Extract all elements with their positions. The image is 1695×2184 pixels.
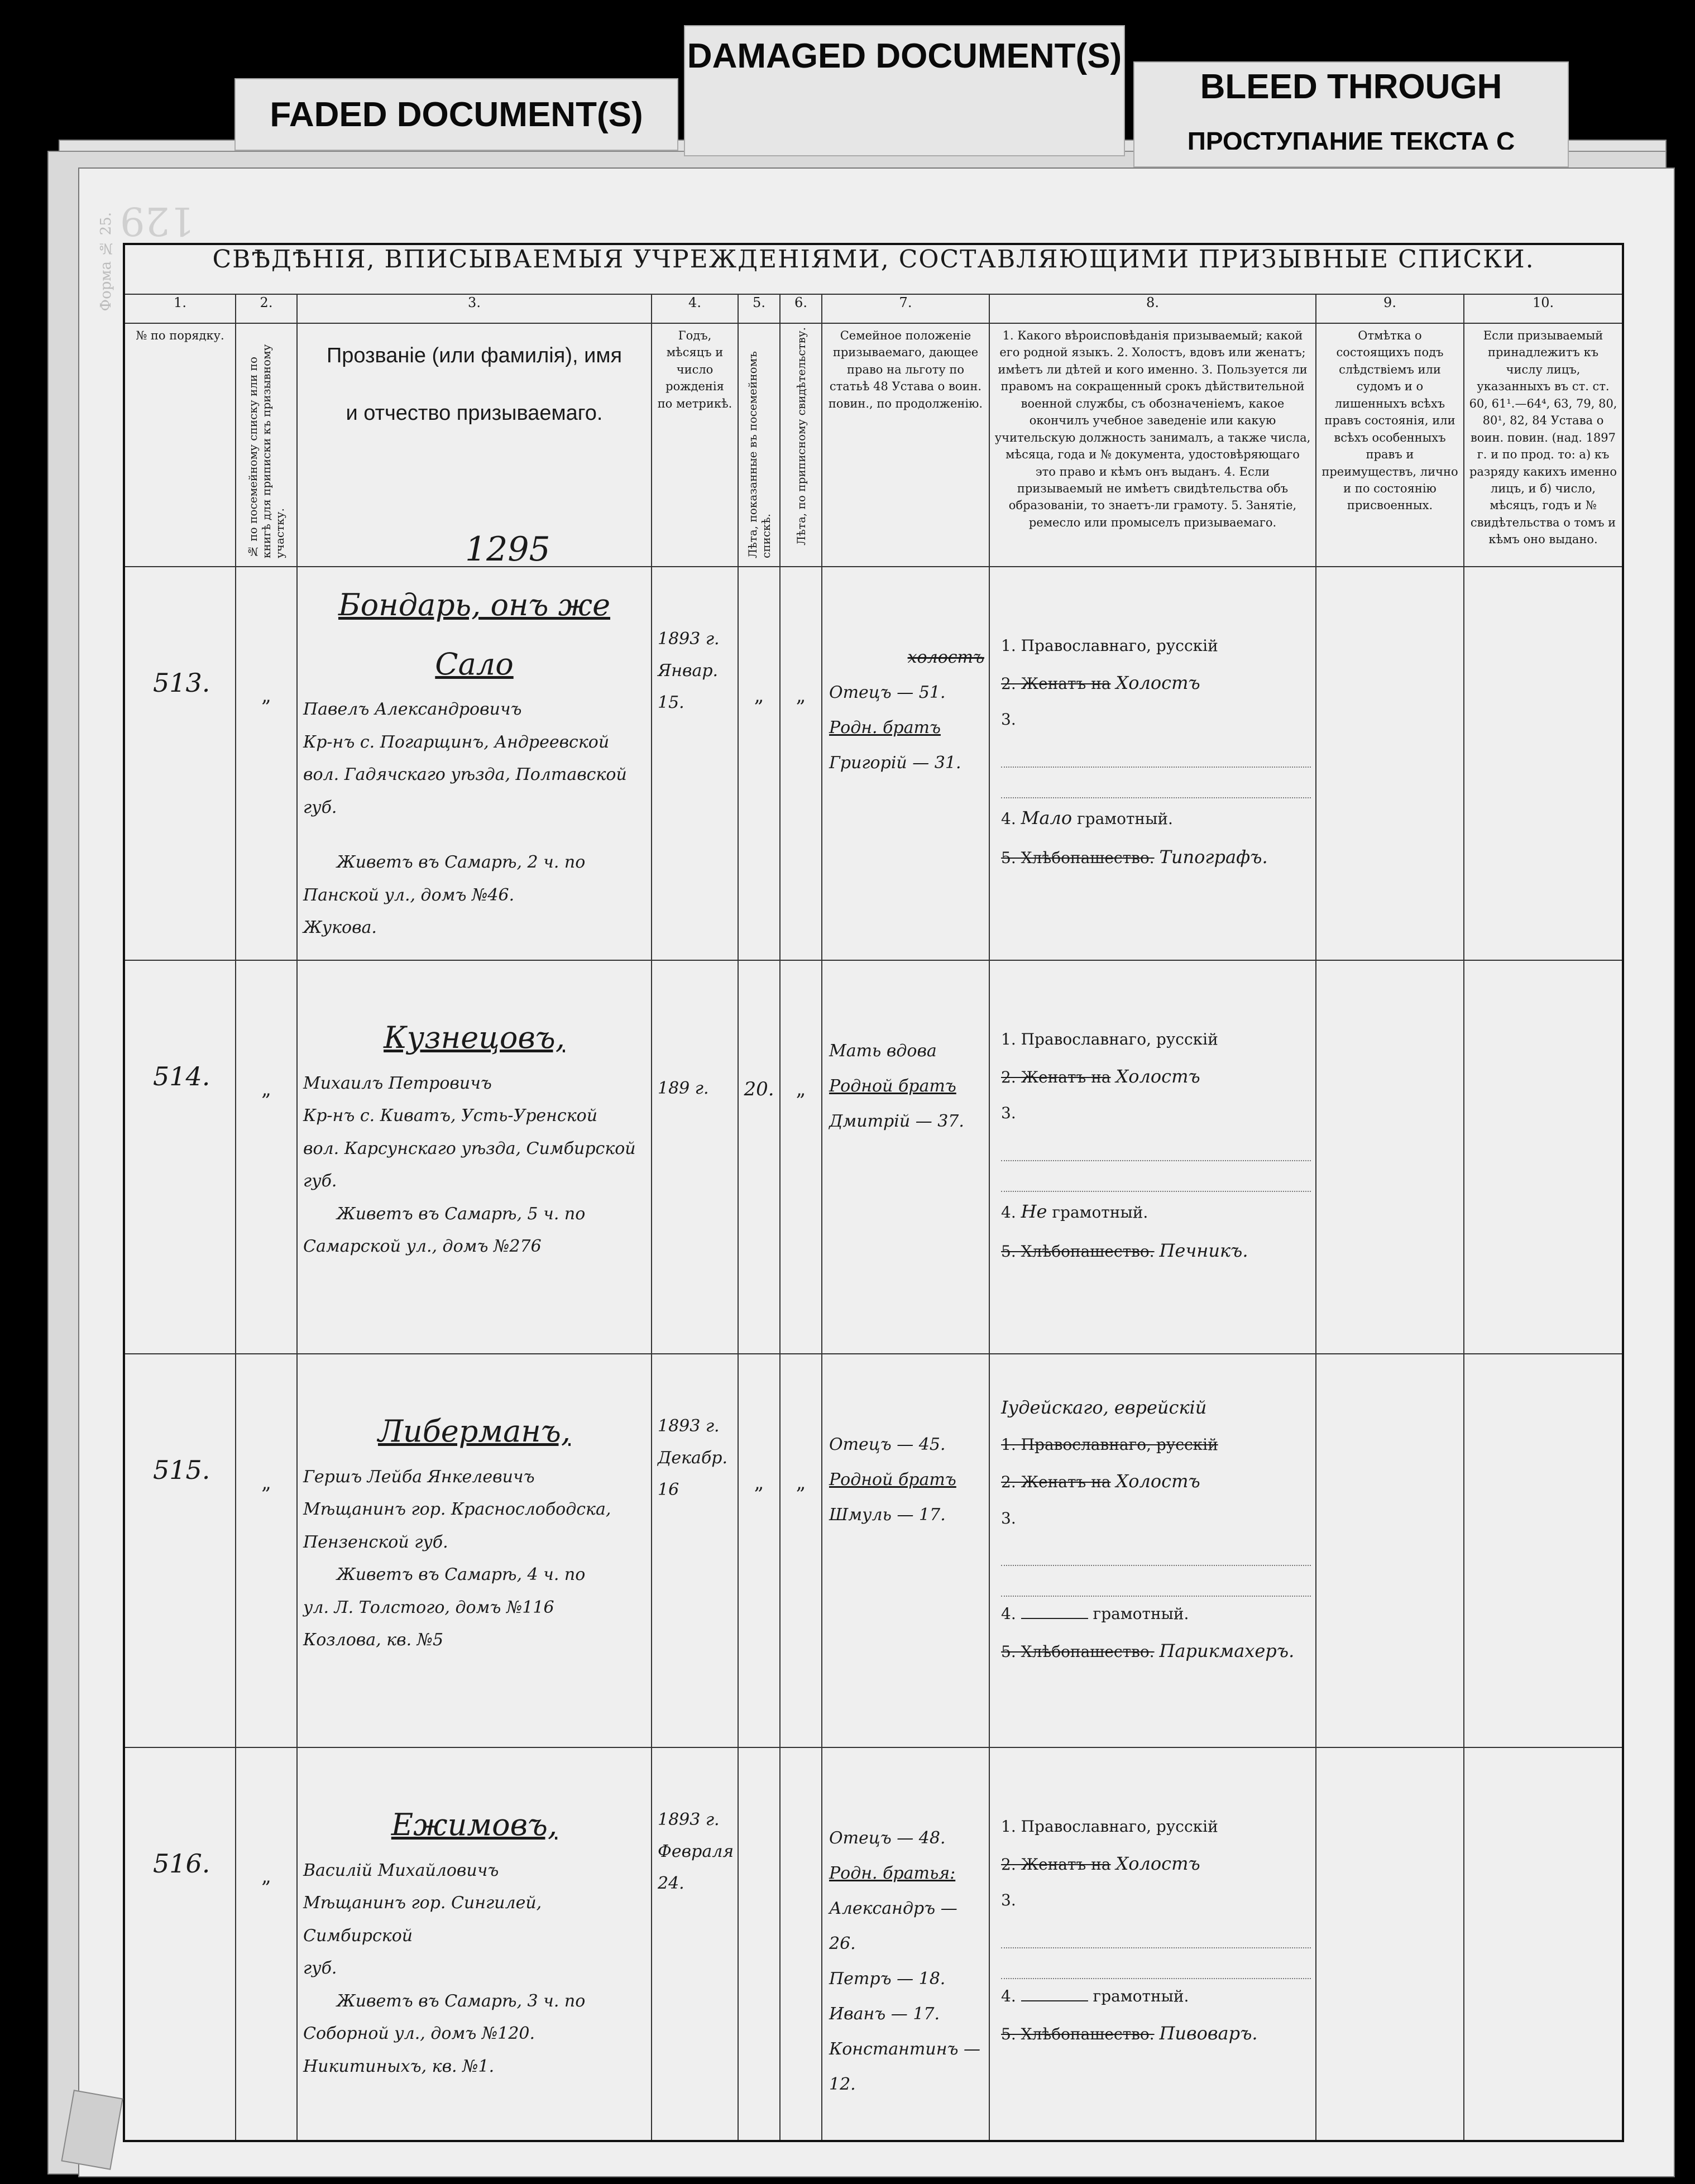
column-number: 6. (780, 294, 822, 323)
occupation-handwritten: Парикмахеръ. (1159, 1640, 1295, 1661)
origin-line: Пензенской губ. (303, 1532, 448, 1552)
header-religion-status: 1. Какого вѣроисповѣданія призываемый; какой его родной языкъ. 2. Холостъ, вдовъ или женатъ; имѣетъ ли дѣтей и кого именно. 3. Пользуется ли правомъ на сокращенный срокъ дѣйствительной военной службы, съ обозначеніемъ, какое окончилъ учебное заведеніе или какую учительскую должность занималъ, а также числа, мѣсяца, года и № документа, удостовѣряющаго это право и кѣмъ онъ выданъ. 4. Если призываемый не имѣетъ свидѣтельства объ образованіи, то знаетъ-ли грамоту. 5. Занятіе, ремесло или промыселъ призываемаго. (989, 323, 1316, 567)
birth-month: Декабр. (658, 1448, 727, 1468)
header-family-list-number (236, 323, 297, 567)
bleed-through-sublabel: ПРОСТУПАНИЕ ТЕКСТА С (1187, 127, 1515, 150)
occupation-handwritten: Типографъ. (1159, 846, 1268, 868)
married-print: 2. Женатъ на (1001, 1068, 1111, 1087)
family-line: Александръ — 26. (829, 1899, 957, 1954)
name-line: Павелъ Александровичъ (303, 700, 522, 720)
header-name-line-2: и отчество призываемаго. (346, 401, 603, 425)
literacy-blank (1021, 2000, 1088, 2001)
family-line: Мать вдова (829, 1041, 937, 1061)
header-name-line-1: Прозваніе (или фамилія), имя (326, 344, 623, 367)
birth-day: 15. (658, 693, 684, 713)
status-cell: Іудейскаго, еврейскій 1. Православнаго, русскій 2. Женатъ на Холостъ 3. 4. грамотный. 5. Хлѣбопашество. Парикмахеръ. (989, 1354, 1316, 1747)
residence-line: Живетъ въ Самарѣ, 2 ч. по (337, 852, 586, 873)
family-line: Отецъ — 51. (829, 683, 946, 703)
column-number: 1. (124, 294, 236, 323)
header-order-number: № по порядку. (124, 323, 236, 567)
origin-line: губ. (303, 1171, 337, 1191)
privilege-cell (1464, 960, 1623, 1354)
surname: Ежимовъ, (391, 1807, 558, 1843)
age-family-list: 20. (738, 960, 780, 1354)
age-certificate (780, 1747, 822, 2141)
married-print: 2. Женатъ на (1001, 674, 1111, 693)
family-status-cell (822, 1747, 989, 2141)
family-line: Григорій — 31. (829, 753, 961, 773)
form-label: Форма № 25. (98, 212, 114, 312)
bleed-through-tab (1133, 61, 1569, 167)
age-family-list (738, 1747, 780, 2141)
family-status-cell (822, 1354, 989, 1747)
literacy-blank (1021, 1618, 1088, 1619)
court-mark-cell (1316, 567, 1464, 960)
education-item: 3. (1001, 1891, 1016, 1910)
family-line: Иванъ — 17. (829, 2004, 940, 2024)
name-cell (297, 1747, 652, 2141)
faded-document-tab: FADED DOCUMENT(S) (234, 78, 678, 151)
header-c6-text: Лѣта, по приписному свидѣтельству. (794, 327, 808, 545)
name-line: Гершъ Лейба Янкелевичъ (303, 1467, 535, 1487)
birth-year: 1893 г. (658, 629, 720, 649)
origin-line: вол. Гадячскаго уѣзда, Полтавской (303, 765, 627, 785)
table-title: СВѢДѢНІЯ, ВПИСЫВАЕМЫЯ УЧРЕЖДЕНІЯМИ, СОСТАВЛЯЮЩИМИ ПРИЗЫВНЫЕ СПИСКИ. (124, 244, 1623, 294)
origin-line: губ. (303, 797, 337, 817)
occupation-handwritten: Пивоваръ. (1159, 2022, 1258, 2044)
origin-line: вол. Карсунскаго уѣзда, Симбирской (303, 1138, 636, 1158)
table-row (124, 1747, 1623, 2141)
family-line: Шмуль — 17. (829, 1505, 946, 1525)
column-header-row (124, 323, 1623, 567)
court-mark-cell (1316, 960, 1464, 1354)
header-birth-date: Годъ, мѣсяцъ и число рожденія по метрикѣ. (652, 323, 738, 567)
status-cell: 1. Православнаго, русскій 2. Женатъ на Холостъ 3. 4. Мало грамотный. 5. Хлѣбопашество. Типографъ. (989, 567, 1316, 960)
record-number: 515. (124, 1354, 236, 1747)
family-line: Дмитрій — 37. (829, 1112, 964, 1132)
occupation-print: 5. Хлѣбопашество. (1001, 1642, 1155, 1661)
religion-line: 1. Православнаго, русскій (1001, 1030, 1218, 1049)
family-line: Родной братъ (829, 1076, 956, 1096)
record-number: 513. (124, 567, 236, 960)
origin-line: Мѣщанинъ гор. Краснослободска, (303, 1500, 611, 1520)
header-privilege-category: Если призываемый принадлежитъ къ числу лицъ, указанныхъ въ ст. ст. 60, 61¹.—64⁴, 63, 79, 80, 80¹, 82, 84 Устава о воин. повин. (над. 1897 г. и по прод. то: а) къ разряду какихъ именно лицъ, и б) число, мѣсяцъ, годъ и № свидѣтельства о томъ и кѣмъ оно выдано. (1464, 323, 1623, 567)
birth-year: 1893 г. (658, 1810, 720, 1830)
family-list-mark: „ (236, 1354, 297, 1747)
residence-line: Соборной ул., домъ №120. (303, 2024, 535, 2044)
family-list-mark: „ (236, 1747, 297, 2141)
family-list-mark: „ (236, 960, 297, 1354)
table-row (124, 567, 1623, 960)
residence-line: Козлова, кв. №5 (303, 1630, 444, 1650)
conscription-register-table (123, 243, 1624, 2142)
surname: Кузнецовъ, (384, 1020, 565, 1056)
column-number: 3. (297, 294, 652, 323)
family-list-mark: „ (236, 567, 297, 960)
bleed-through-label: BLEED THROUGH (1200, 68, 1502, 106)
birth-month: Январ. (658, 661, 719, 681)
birth-cell (652, 1747, 738, 2141)
header-age-family-list (738, 323, 780, 567)
birth-cell (652, 1354, 738, 1747)
family-line: Родн. братья: (829, 1864, 956, 1884)
column-number: 2. (236, 294, 297, 323)
family-status-cell (822, 960, 989, 1354)
surname: Либерманъ, (377, 1414, 571, 1449)
occupation-print: 5. Хлѣбопашество. (1001, 849, 1155, 868)
column-number: 10. (1464, 294, 1623, 323)
age-certificate: „ (780, 1354, 822, 1747)
birth-month: Февраля (658, 1842, 734, 1862)
column-number-row (124, 294, 1623, 323)
education-item: 3. (1001, 1508, 1016, 1527)
education-item: 3. (1001, 1104, 1016, 1123)
age-certificate: „ (780, 567, 822, 960)
residence-line: Живетъ въ Самарѣ, 4 ч. по (337, 1565, 586, 1585)
column-number: 5. (738, 294, 780, 323)
literacy-print: грамотный. (1077, 810, 1173, 828)
table-row (124, 960, 1623, 1354)
header-family-status: Семейное положеніе призываемаго, дающее право на льготу по статьѣ 48 Устава о воин. повин., по продолженію. (822, 323, 989, 567)
name-cell (297, 1354, 652, 1747)
dotted-line (1001, 1161, 1311, 1192)
header-c5-text: Лѣта, показанные въ посемейномъ спискѣ. (745, 351, 773, 558)
family-line: холостъ (907, 648, 984, 668)
literacy-print: грамотный. (1052, 1203, 1148, 1222)
residence-line: ул. Л. Толстого, домъ №116 (303, 1597, 554, 1617)
archive-stamp-1295: 1295 (465, 530, 550, 569)
origin-line: губ. (303, 1958, 337, 1979)
residence-line: Живетъ въ Самарѣ, 5 ч. по (337, 1204, 586, 1224)
birth-year: 1893 г. (658, 1416, 720, 1436)
status-cell: 1. Православнаго, русскій 2. Женатъ на Холостъ 3. 4. грамотный. 5. Хлѣбопашество. Пивоваръ. (989, 1747, 1316, 2141)
name-line: Михаилъ Петровичъ (303, 1073, 492, 1093)
family-line: Петръ — 18. (829, 1969, 946, 1989)
married-handwritten: Холостъ (1115, 1471, 1200, 1492)
occupation-print: 5. Хлѣбопашество. (1001, 1242, 1155, 1261)
married-handwritten: Холостъ (1115, 1853, 1200, 1875)
dotted-line (1001, 1948, 1311, 1979)
religion-handwritten: Іудейскаго, еврейскій (1001, 1397, 1207, 1419)
court-mark-cell (1316, 1354, 1464, 1747)
family-line: Отецъ — 45. (829, 1435, 946, 1455)
age-family-list: „ (738, 567, 780, 960)
birth-cell (652, 960, 738, 1354)
origin-line: Кр-нъ с. Погарщинъ, Андреевской (303, 732, 610, 752)
privilege-cell (1464, 1747, 1623, 2141)
married-print: 2. Женатъ на (1001, 1855, 1111, 1874)
residence-line: Никитиныхъ, кв. №1. (303, 2056, 495, 2076)
dotted-line (1001, 737, 1311, 768)
privilege-cell (1464, 1354, 1623, 1747)
name-cell (297, 960, 652, 1354)
record-number: 514. (124, 960, 236, 1354)
literacy-print: грамотный. (1093, 1605, 1189, 1623)
dotted-line (1001, 768, 1311, 798)
birth-day: 16 (658, 1480, 679, 1500)
residence-line: Жукова. (303, 918, 377, 938)
header-age-certificate (780, 323, 822, 567)
table-row (124, 1354, 1623, 1747)
birth-cell (652, 567, 738, 960)
married-print: 2. Женатъ на (1001, 1473, 1111, 1492)
residence-line: Живетъ въ Самарѣ, 3 ч. по (337, 1991, 586, 2011)
age-certificate: „ (780, 960, 822, 1354)
married-handwritten: Холостъ (1115, 1066, 1200, 1088)
damaged-document-tab: DAMAGED DOCUMENT(S) (684, 25, 1125, 156)
family-status-cell (822, 567, 989, 960)
occupation-print: 5. Хлѣбопашество. (1001, 2024, 1155, 2043)
origin-line: Мѣщанинъ гор. Сингилей, Симбирской (303, 1893, 542, 1946)
dotted-line (1001, 1535, 1311, 1566)
header-c2-text: № по посемейному списку или по книгѣ для приписки къ призывному участку. (246, 344, 286, 558)
literacy-handwritten: Мало (1021, 807, 1072, 829)
literacy-print: грамотный. (1093, 1987, 1189, 2006)
dotted-line (1001, 1918, 1311, 1948)
family-line: Родн. братъ (829, 718, 941, 738)
married-handwritten: Холостъ (1115, 672, 1200, 694)
origin-line: Кр-нъ с. Киватъ, Усть-Уренской (303, 1106, 598, 1126)
birth-year: 189 г. (658, 1079, 709, 1099)
age-family-list: „ (738, 1354, 780, 1747)
occupation-handwritten: Печникъ. (1159, 1240, 1248, 1262)
column-number: 4. (652, 294, 738, 323)
header-court-mark: Отмѣтка о состоящихъ подъ слѣдствіемъ или судомъ и о лишенныхъ всѣхъ правъ состоянія, или всѣхъ особенныхъ правъ и преимуществъ, лично и по состоянію присвоенных. (1316, 323, 1464, 567)
column-number: 7. (822, 294, 989, 323)
literacy-handwritten: Не (1021, 1201, 1047, 1223)
religion-line: 1. Православнаго, русскій (1001, 1435, 1218, 1454)
education-item: 3. (1001, 710, 1016, 729)
status-cell: 1. Православнаго, русскій 2. Женатъ на Холостъ 3. 4. Не грамотный. 5. Хлѣбопашество. Печникъ. (989, 960, 1316, 1354)
name-cell (297, 530, 652, 960)
residence-line: Самарской ул., домъ №276 (303, 1237, 542, 1257)
birth-day: 24. (658, 1874, 684, 1894)
residence-line: Панской ул., домъ №46. (303, 885, 515, 905)
surname: Бондарь, онъ же Сало (338, 587, 611, 682)
column-number: 9. (1316, 294, 1464, 323)
family-line: Родной братъ (829, 1470, 956, 1490)
column-number: 8. (989, 294, 1316, 323)
religion-line: 1. Православнаго, русскій (1001, 1817, 1218, 1836)
religion-line: 1. Православнаго, русскій (1001, 636, 1218, 655)
privilege-cell (1464, 567, 1623, 960)
court-mark-cell (1316, 1747, 1464, 2141)
dotted-line (1001, 1566, 1311, 1597)
dotted-line (1001, 1131, 1311, 1161)
name-line: Василій Михайловичъ (303, 1860, 499, 1880)
record-number: 516. (124, 1747, 236, 2141)
family-line: Константинъ — 12. (829, 2039, 980, 2095)
page-number-stamp: 129 (120, 198, 195, 244)
family-line: Отецъ — 48. (829, 1828, 946, 1848)
